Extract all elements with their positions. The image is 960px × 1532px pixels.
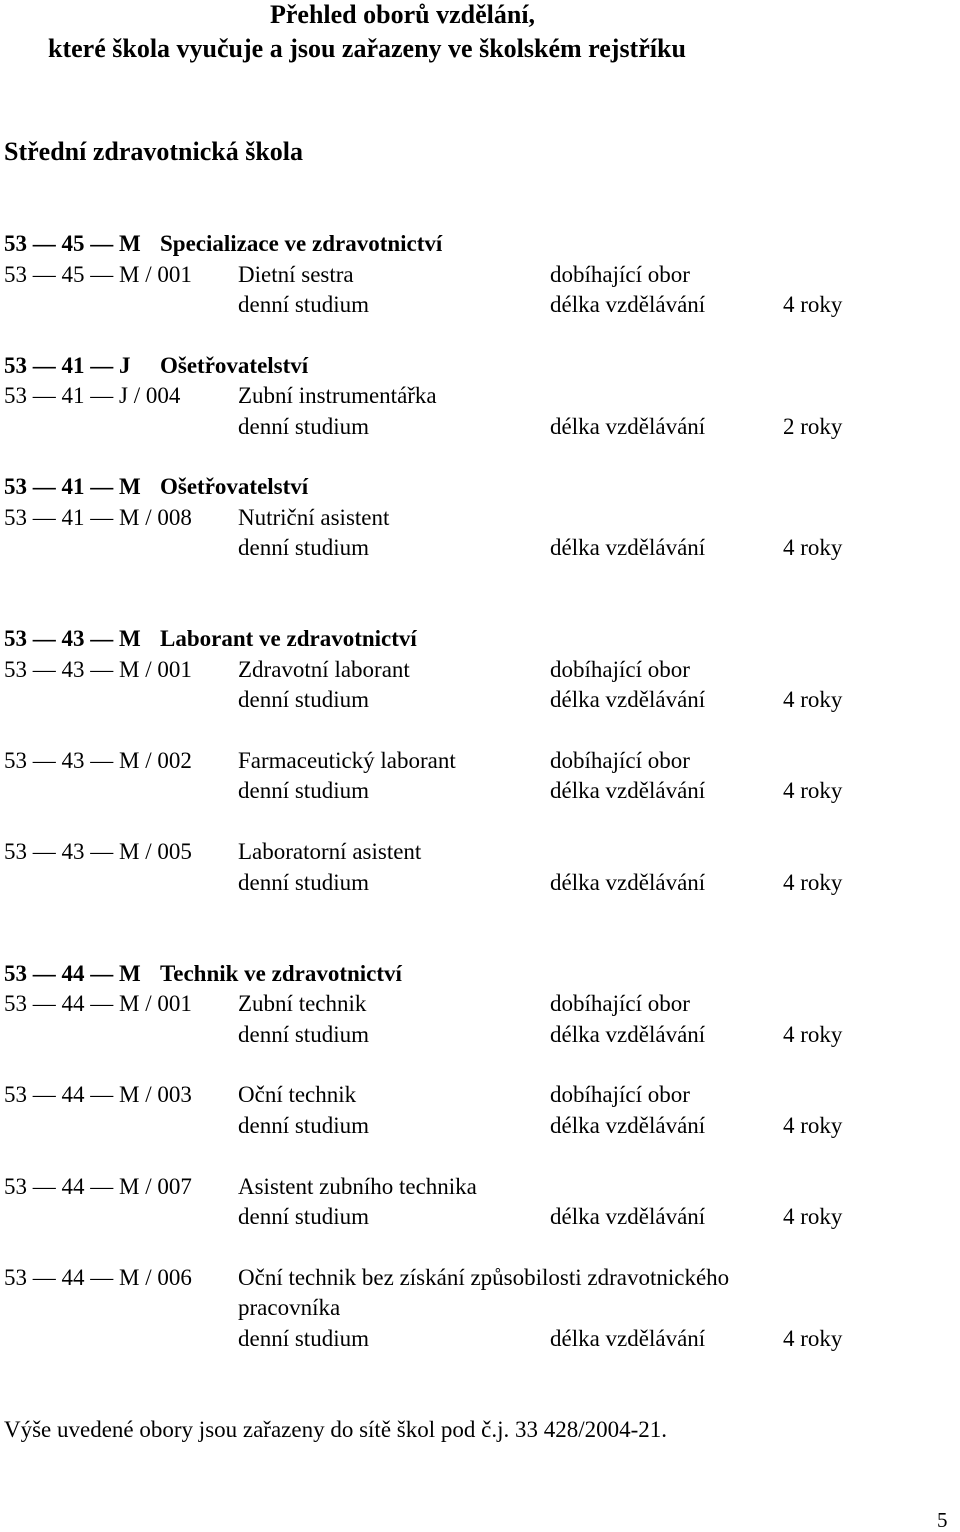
program-code: 53 — 44 — M / 003 — [4, 1082, 192, 1107]
program-name-continued: pracovníka — [238, 1295, 341, 1320]
group-name: Laborant ve zdravotnictví — [160, 626, 417, 651]
study-form: denní studium — [238, 778, 369, 803]
length-label: délka vzdělávání — [550, 535, 706, 560]
program-status: dobíhající obor — [550, 262, 690, 287]
program-name: Asistent zubního technika — [238, 1174, 477, 1199]
study-form: denní studium — [238, 687, 369, 712]
program-code: 53 — 41 — M / 008 — [4, 505, 192, 530]
length-value: 4 roky — [783, 535, 843, 560]
group-name: Specializace ve zdravotnictví — [160, 231, 443, 256]
page-number: 5 — [937, 1508, 948, 1532]
length-label: délka vzdělávání — [550, 292, 706, 317]
length-value: 2 roky — [783, 414, 843, 439]
length-value: 4 roky — [783, 870, 843, 895]
program-name: Oční technik — [238, 1082, 357, 1107]
program-name: Oční technik bez získání způsobilosti zdravotnického — [238, 1265, 730, 1290]
program-name: Zdravotní laborant — [238, 657, 410, 682]
length-value: 4 roky — [783, 292, 843, 317]
length-value: 4 roky — [783, 1204, 843, 1229]
program-name: Laboratorní asistent — [238, 839, 422, 864]
title-line-1: Přehled oborů vzdělání, — [270, 0, 536, 29]
program-code: 53 — 45 — M / 001 — [4, 262, 192, 287]
group-name: Technik ve zdravotnictví — [160, 961, 402, 986]
length-label: délka vzdělávání — [550, 1113, 706, 1138]
footer-note: Výše uvedené obory jsou zařazeny do sítě škol pod č.j. 33 428/2004-21. — [4, 1417, 668, 1442]
program-code: 53 — 44 — M / 001 — [4, 991, 192, 1016]
study-form: denní studium — [238, 1113, 369, 1138]
length-label: délka vzdělávání — [550, 687, 706, 712]
group-code: 53 — 43 — M — [4, 626, 141, 651]
length-label: délka vzdělávání — [550, 414, 706, 439]
length-value: 4 roky — [783, 778, 843, 803]
program-code: 53 — 43 — M / 002 — [4, 748, 192, 773]
length-value: 4 roky — [783, 1326, 843, 1351]
group-code: 53 — 41 — M — [4, 474, 141, 499]
length-label: délka vzdělávání — [550, 1022, 706, 1047]
study-form: denní studium — [238, 870, 369, 895]
study-form: denní studium — [238, 1204, 369, 1229]
program-status: dobíhající obor — [550, 1082, 690, 1107]
program-name: Zubní technik — [238, 991, 367, 1016]
study-form: denní studium — [238, 535, 369, 560]
program-code: 53 — 43 — M / 001 — [4, 657, 192, 682]
length-label: délka vzdělávání — [550, 778, 706, 803]
program-name: Farmaceutický laborant — [238, 748, 456, 773]
program-status: dobíhající obor — [550, 748, 690, 773]
group-name: Ošetřovatelství — [160, 474, 309, 499]
study-form: denní studium — [238, 1022, 369, 1047]
length-value: 4 roky — [783, 687, 843, 712]
group-code: 53 — 41 — J — [4, 353, 131, 378]
study-form: denní studium — [238, 292, 369, 317]
length-value: 4 roky — [783, 1022, 843, 1047]
group-code: 53 — 44 — M — [4, 961, 141, 986]
study-form: denní studium — [238, 414, 369, 439]
length-label: délka vzdělávání — [550, 870, 706, 895]
length-value: 4 roky — [783, 1113, 843, 1138]
school-name: Střední zdravotnická škola — [4, 137, 304, 166]
program-code: 53 — 44 — M / 007 — [4, 1174, 192, 1199]
title-line-2: které škola vyučuje a jsou zařazeny ve školském rejstříku — [48, 34, 686, 63]
group-code: 53 — 45 — M — [4, 231, 141, 256]
study-form: denní studium — [238, 1326, 369, 1351]
program-code: 53 — 41 — J / 004 — [4, 383, 181, 408]
program-name: Nutriční asistent — [238, 505, 390, 530]
length-label: délka vzdělávání — [550, 1204, 706, 1229]
length-label: délka vzdělávání — [550, 1326, 706, 1351]
program-code: 53 — 43 — M / 005 — [4, 839, 192, 864]
program-status: dobíhající obor — [550, 657, 690, 682]
program-code: 53 — 44 — M / 006 — [4, 1265, 192, 1290]
program-name: Dietní sestra — [238, 262, 354, 287]
program-name: Zubní instrumentářka — [238, 383, 437, 408]
group-name: Ošetřovatelství — [160, 353, 309, 378]
program-status: dobíhající obor — [550, 991, 690, 1016]
